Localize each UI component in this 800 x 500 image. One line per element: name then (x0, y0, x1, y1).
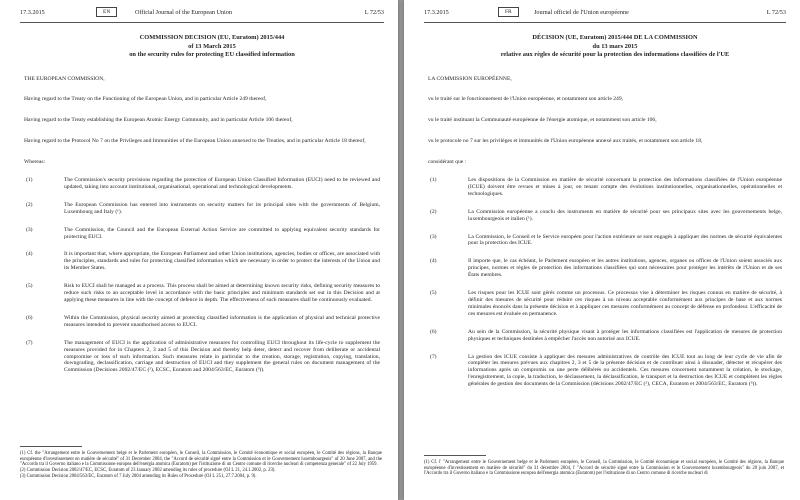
decision-title (468, 34, 762, 60)
footnote-divider (20, 446, 82, 447)
preamble-paragraph: Having regard to the Protocol No 7 on the Privileges and Immunities of the European Union annexed to the Treaties, and in particular Article 18 thereof, (24, 138, 366, 145)
document-page-english (0, 0, 398, 500)
recital (24, 202, 380, 216)
recital-number: (3) (430, 233, 437, 240)
language-badge: EN (96, 7, 117, 17)
recital-text: La Commission européenne a conclu des instruments en matière de sécurité pour ses principaux sites avec les gouvernements belge, luxembourgeois et italien (¹). (468, 208, 782, 222)
document-body (428, 34, 782, 388)
recital-number: (4) (430, 258, 437, 265)
preamble-paragraph: considérant que : (428, 159, 467, 166)
page-number: L 72/53 (766, 9, 786, 16)
recital-text: The Commission, the Council and the European External Action Service are committed to applying equivalent security standards for protecting EUCI. (64, 226, 380, 240)
page-header (20, 6, 384, 20)
footnote: (1) Cf. l' "Arrangement entre le Gouvernement belge et le Parlement européen, le Conseil, la Commission, le Comité économique et social européen, le Comité des régions, la Banque européenne d'investissement en matière de sécurité" du 31 décembre 2004, l' "Accord de sécurité signé entre la Commission et le Gouvernement luxembourgeois" du 20 juin 2007, et l'Accordo tra il Governo italiano e la Commissione europea dell'energia atomica (Euratom) per l'istituzione di un Centro comune di ricerche nucleari di (424, 460, 784, 477)
recital-number: (7) (26, 339, 33, 346)
footnote: (1) Cf. the "Arrangement entre le Gouvernement belge et le Parlement européen, le Conseil, la Commission, le Comité économique et social européen, le Comité des régions, la Banque européenne d'investissement en matière de sécurité" of 31 December 2004, the "Accord de sécurité signé entre la Commission et le Gouvernement luxembourgeois" of 20 June 2007, and the "Accordo tra il Governo italiano e la Commissione europea dell'energia atomica (Euratom) per l'istituzione di un Centro comune di ricerche nucleari di competenza generale" of 22 July 1959. (20, 451, 382, 468)
preamble-paragraph: vu le protocole no 7 sur les privilèges et immunités de l'Union européenne annexé aux traités, et notamment son article 18, (428, 138, 703, 145)
recital-text: Au sein de la Commission, la sécurité physique visant à protéger les informations classifiées est l'application de mesures de protection physiques et techniques destinées à empêcher l'accès non autorisé aux ICUE. (468, 328, 782, 342)
header-divider (20, 22, 384, 23)
title-line: DÉCISION (UE, Euratom) 2015/444 DE LA COMMISSION (532, 34, 698, 41)
recital-number: (2) (26, 201, 33, 208)
decision-title (64, 34, 360, 60)
recital (428, 177, 782, 198)
document-body (24, 34, 380, 374)
recital (428, 258, 782, 279)
recital-text: The European Commission has entered into instruments on security matters for its principal sites with the governments of Belgium, Luxembourg and Italy (¹). (64, 201, 380, 215)
preamble-paragraph: LA COMMISSION EUROPÉENNE, (428, 75, 512, 82)
recital (24, 227, 380, 241)
footnote-divider (424, 455, 486, 456)
recital-text: Within the Commission, physical security aimed at protecting classified information is the application of physical and technical protective measures intended to prevent unauthorised access to EUCI. (64, 314, 380, 328)
recital-text: Les dispositions de la Commission en matière de sécurité concernant la protection des informations classifiées de l'Union européenne (ICUE) doivent être revues et mises à jour, en tenant compte des évolutions institutionnelles, organisationnelles, opérationnelles et technologiques. (468, 177, 782, 197)
recital-text: It is important that, where appropriate, the European Parliament and other Union institutions, agencies, bodies or offices, are associated with the principles, standards and rules for protecting classified information which are necessary in order to protect the interests of the Union and its Member States. (64, 251, 380, 272)
recital-text: The Commission's security provisions regarding the protection of European Union Classified Information (EUCI) need to be reviewed and updated, taking into account institutional, organisational, operational and technological developments. (64, 177, 380, 190)
recital-number: (5) (26, 283, 33, 290)
footnote: (2) Commission Decision 2002/47/EC, ECSC, Euratom of 23 January 2002 amending its rules of procedure (OJ L 21, 24.1.2002, p. 23). (20, 468, 276, 474)
preamble-paragraph: vu le traité instituant la Communauté européenne de l'énergie atomique, et notamment son article 106, (428, 117, 657, 124)
recital-number: (5) (430, 290, 437, 297)
title-line: COMMISSION DECISION (EU, Euratom) 2015/444 (139, 34, 285, 41)
preamble-paragraph: THE EUROPEAN COMMISSION, (24, 75, 105, 82)
recital-number: (4) (26, 251, 33, 258)
recital (428, 354, 782, 389)
recital (428, 234, 782, 248)
recital (24, 177, 380, 191)
recital (24, 340, 380, 375)
footnotes (424, 460, 784, 477)
journal-name: Official Journal of the European Union (135, 9, 232, 16)
recital (24, 283, 380, 304)
title-date: du 13 mars 2015 (592, 42, 638, 50)
document-page-french (404, 0, 800, 500)
title-date: of 13 March 2015 (188, 42, 236, 50)
recital (428, 329, 782, 343)
recital-number: (6) (430, 328, 437, 335)
footnotes (20, 451, 382, 480)
title-subject: relative aux règles de sécurité pour la protection des informations classifiées de l'UE (500, 51, 730, 58)
preamble-paragraph: Having regard to the Treaty establishing the European Atomic Energy Community, and in particular Article 106 thereof, (24, 117, 293, 124)
language-badge: FR (498, 7, 519, 17)
recital-text: La Commission, le Conseil et le Service européen pour l'action extérieure se sont engagés à appliquer des normes de sécurité équivalentes pour la protection des ICUE. (468, 233, 782, 247)
recital (428, 290, 782, 318)
recital-number: (1) (430, 177, 437, 184)
recital-number: (2) (430, 208, 437, 215)
page-header (424, 6, 786, 20)
publication-date: 17.3.2015 (20, 9, 45, 16)
recital (24, 251, 380, 272)
recital-text: Les risques pour les ICUE sont gérés comme un processus. Ce processus vise à déterminer les risques connus en matière de sécurité, à définir des mesures de sécurité pour réduire ces risques à un niveau acceptable conformément aux principes de base et aux normes minimales énoncés dans la présente décision et à appliquer ces mesures conformément au concept de défense en profondeur. L'efficacité de ces mesures est évaluée en permanence. (468, 290, 782, 317)
page-number: L 72/53 (364, 9, 384, 16)
recital-text: La gestion des ICUE consiste à appliquer des mesures administratives de contrôle des ICUE tout au long de leur cycle de vie afin de compléter les mesures prévues aux chapitres 2, 3 et 5 de la présente décision et de contribuer ainsi à dissuader, détecter et récupérer des informations après un compromis ou une perte délibérés ou accidentels. Ces mesures concernent notamment la création, le stockage, l'enregistrement, la copie, la traduction, le déclassement, la déclassification, le transport et la destruction des ICUE et complètent les règles générales de gestion des documents de la Commission (décisions 2002/47/EC (²), CECA, Euratom et 2004/563/EC, Euratom (³)). (468, 353, 782, 388)
recital-number: (1) (26, 177, 33, 184)
header-divider (424, 22, 786, 23)
recital-number: (7) (430, 353, 437, 360)
preamble-paragraph: vu le traité sur le fonctionnement de l'Union européenne, et notamment son article 249, (428, 96, 624, 103)
recital-text: Il importe que, le cas échéant, le Parlement européen et les autres institutions, agences, organes ou offices de l'Union soient associés aux principes, normes et règles de protection des informations classifiées qui sont nécessaires pour protéger les intérêts de l'Union et de ses États membres. (468, 258, 782, 279)
recital (428, 209, 782, 223)
preamble-paragraph: Whereas: (24, 159, 46, 166)
recital-text: The management of EUCI is the application of administrative measures for controlling EUCI throughout its life-cycle to supplement the measures provided for in Chapters 2, 3 and 5 of this Decision and thereby help deter, detect and recover from deliberate or accidental compromise or loss of such information. Such measures relate in particular to the creation, storage, registration, copying, translation, downgrading, declassification, carriage and destruction of EUCI and they supplement the general rules on document management of the Commission (Decisions 2002/47/EC (²), ECSC, Euratom and 2004/563/EC, Euratom (³)). (64, 339, 380, 374)
recital-text: Risk to EUCI shall be managed as a process. This process shall be aimed at determining known security risks, defining security measures to reduce such risks to an acceptable level in accordance with the basic principles and minimum standards set out in this Decision and at applying these measures in line with the concept of defence in depth. The effectiveness of such measures shall be continuously evaluated. (64, 283, 380, 303)
journal-name: Journal officiel de l'Union européenne (534, 9, 629, 16)
recital-number: (3) (26, 226, 33, 233)
footnote: (3) Commission Decision 2004/563/EC, Euratom of 7 July 2004 amending its Rules of Procedure (OJ L 251, 27.7.2004, p. 9). (20, 474, 257, 480)
recital-number: (6) (26, 314, 33, 321)
publication-date: 17.3.2015 (424, 9, 449, 16)
recital (24, 315, 380, 329)
preamble-paragraph: Having regard to the Treaty on the Functioning of the European Union, and in particular Article 249 thereof, (24, 96, 267, 103)
title-subject: on the security rules for protecting EU classified information (129, 51, 295, 58)
